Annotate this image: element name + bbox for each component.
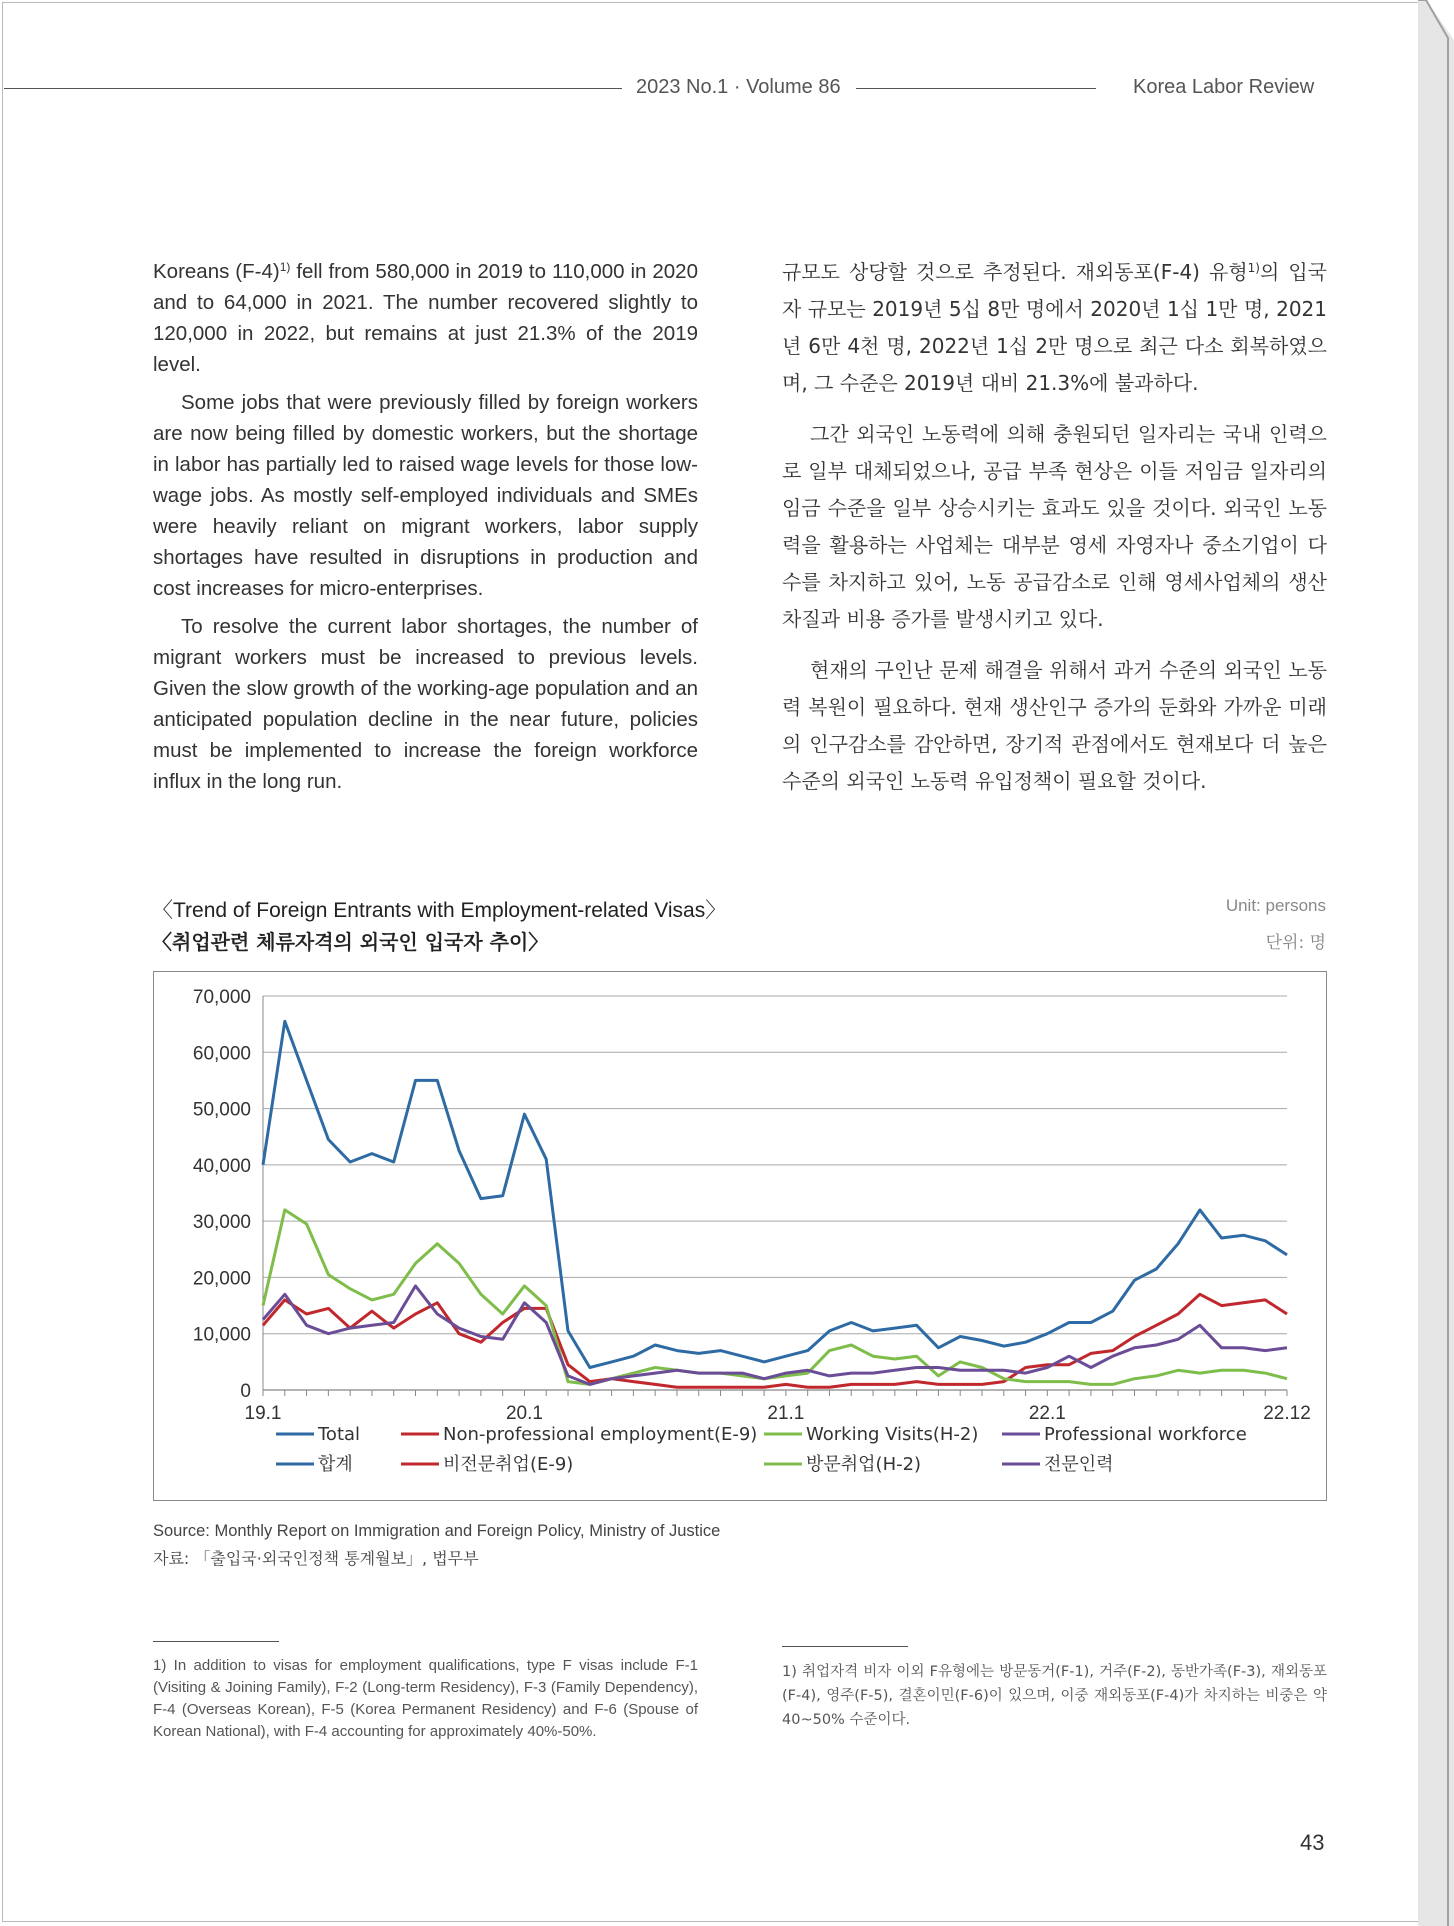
y-tick-label: 30,000 <box>192 1212 251 1234</box>
x-tick-label: 21.1 <box>767 1403 805 1424</box>
chart-box <box>153 971 1327 1501</box>
page-number: 43 <box>1300 1830 1325 1855</box>
paragraph-ko-2: 그간 외국인 노동력에 의해 충원되던 일자리는 국내 인력으로 일부 대체되었으나, 공급 부족 현상은 이들 저임금 일자리의 임금 수준을 일부 상승시키는 효과도 있을 것이다. 외국인 노동력을 활용하는 사업체는 대부분 영세 자영자나 중소기업이 다수를 차지하고 있어, 노동 공급감소로 인해 영세사업체의 생산 차질과 비용 증가를 발생시키고 있다. <box>782 422 1327 631</box>
paragraph-ko-3: 현재의 구인난 문제 해결을 위해서 과거 수준의 외국인 노동력 복원이 필요하다. 현재 생산인구 증가의 둔화와 가까운 미래의 인구감소를 감안하면, 장기적 관점에서도 현재보다 더 높은 수준의 외국인 노동력 유입정책이 필요할 것이다. <box>782 658 1327 793</box>
y-tick-label: 60,000 <box>192 1043 251 1065</box>
legend-label: Total <box>318 1424 361 1445</box>
paragraph-en-3: To resolve the current labor shortages, the number of migrant workers must be increased to previous levels. Given the slow growth of the working-age population and an anticipated population decline in the near future, policies must be implemented to increase the foreign workforce influx in the long run. <box>153 615 698 793</box>
paragraph-en-1: Koreans $(F-4)^{1)}$ fell from 580,000 in 2019 to 110,000 in 2020 and to 64,000 in 2021. The number recovered slightly to 120,000 in 2022, but remains at just 21.3% of the 2019 level. <box>153 260 698 376</box>
series-line-0 <box>263 1021 1287 1367</box>
legend-label: 방문취업(H-2) <box>806 1454 922 1475</box>
y-tick-label: 40,000 <box>192 1155 251 1177</box>
header-rule-middle <box>856 88 1096 89</box>
footnote-rule-en <box>153 1641 279 1642</box>
y-tick-label: 20,000 <box>192 1268 251 1290</box>
footnote-en: 1) In addition to visas for employment qualifications, type F visas include F-1 (Visiting & Joining Family), F-2 (Long-term Residency), F-3 (Family Dependency), F-4 (Overseas Korean), F-5 (Korea Permanent Residency) and F-6 (Spouse of Korean National), with F-4 accounting for approximately 40%-50%. <box>153 1657 698 1740</box>
x-tick-label: 22.1 <box>1028 1403 1066 1424</box>
line-chart <box>154 972 1326 1500</box>
footnote-rule-ko <box>782 1646 908 1647</box>
y-tick-label: 0 <box>240 1381 251 1402</box>
x-tick-label: 20.1 <box>505 1403 543 1424</box>
series-line-3 <box>263 1286 1287 1385</box>
footnote-ko: 1) 취업자격 비자 이외 F유형에는 방문동거(F-1), 거주(F-2), 동반가족(F-3), 재외동포(F-4), 영주(F-5), 결혼이민(F-6)이 있으며, 이중 재외동포(F-4)가 차지하는 비중은 약 40~50% 수준이다. <box>782 1664 1327 1728</box>
header-journal: Korea Labor Review <box>1133 76 1315 98</box>
legend-label: Non-professional employment(E-9) <box>443 1424 758 1445</box>
page-curl-edge <box>1418 0 1454 1926</box>
legend-label: 전문인력 <box>1044 1454 1114 1475</box>
body-english-column <box>153 256 698 797</box>
header-rule-left <box>4 88 622 89</box>
paragraph-ko-1: 규모도 상당할 것으로 추정된다. 재외동포(F-4) 유형$^{1)}$의 입국자 규모는 2019년 5십 8만 명에서 2020년 1십 1만 명, 2021년 6만 4천 명, 2022년 1십 2만 명으로 최근 다소 회복하였으며, 그 수준은 2019년 대비 21.3%에 불과하다. <box>782 260 1327 395</box>
chart-title-en: 〈Trend of Foreign Entrants with Employment-related Visas〉 <box>152 899 727 922</box>
source-ko: 자료: 「출입국·외국인정책 통계월보」, 법무부 <box>153 1549 479 1568</box>
legend-label: Working Visits(H-2) <box>806 1424 979 1445</box>
footnote-ref-ko[interactable]: 1) <box>1247 261 1260 275</box>
y-tick-label: 10,000 <box>192 1324 251 1346</box>
legend-label: 합계 <box>318 1454 353 1475</box>
x-tick-label: 19.1 <box>244 1403 282 1424</box>
footnote-ref-en[interactable]: 1) <box>279 260 291 274</box>
chart-unit-en: Unit: persons <box>1225 896 1326 915</box>
legend-label: Professional workforce <box>1044 1424 1247 1445</box>
series-line-1 <box>263 1294 1287 1387</box>
y-tick-label: 50,000 <box>192 1099 251 1121</box>
chart-unit-ko: 단위: 명 <box>1265 933 1326 953</box>
y-tick-label: 70,000 <box>192 987 251 1008</box>
x-tick-label: 22.12 <box>1263 1403 1311 1424</box>
paragraph-en-2: Some jobs that were previously filled by foreign workers are now being filled by domestic workers, but the shortage in labor has partially led to raised wage levels for those low-wage jobs. As mostly self-employed individuals and SMEs were heavily reliant on migrant workers, labor supply shortages have resulted in disruptions in production and cost increases for micro-enterprises. <box>153 391 698 600</box>
legend-label: 비전문취업(E-9) <box>443 1454 574 1475</box>
body-korean-column <box>782 254 1327 800</box>
source-en: Source: Monthly Report on Immigration and Foreign Policy, Ministry of Justice <box>153 1522 721 1540</box>
header-issue: 2023 No.1 · Volume 86 <box>636 76 841 98</box>
chart-title-ko: 〈취업관련 체류자격의 외국인 입국자 추이〉 <box>152 930 549 954</box>
